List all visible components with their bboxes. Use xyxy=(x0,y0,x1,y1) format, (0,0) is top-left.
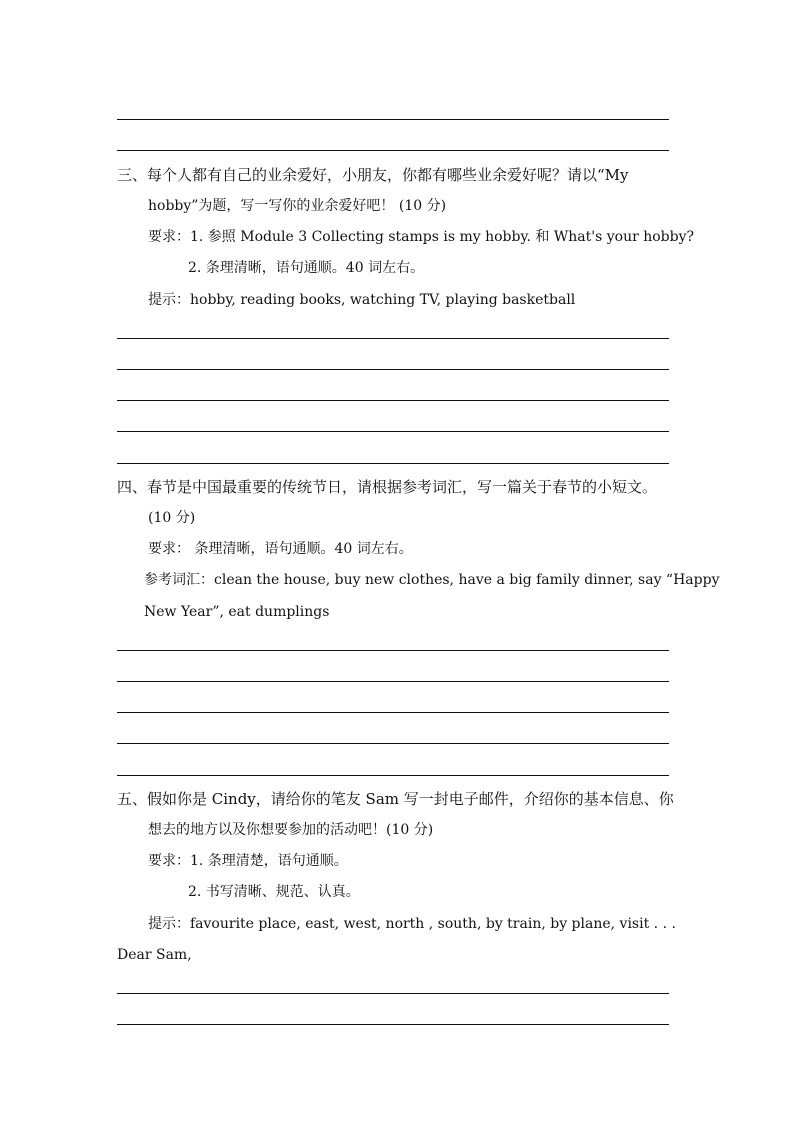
section5-hint: 提示：favourite place, east, west, north , south, by train, by plane, visit . . . xyxy=(148,916,676,932)
section4-vocab-line1: 参考词汇：clean the house, buy new clothes, have a big family dinner, say “Happy xyxy=(144,572,720,588)
section4-title-line1: 四、春节是中国最重要的传统节日，请根据参考词汇，写一篇关于春节的小短文。 xyxy=(117,478,658,496)
answer-line xyxy=(117,150,669,151)
section5-requirement-2: 2. 书写清晰、规范、认真。 xyxy=(188,884,360,900)
section4-title-line2: (10 分) xyxy=(148,510,196,526)
section3-requirement-2: 2. 条理清晰，语句通顺。40 词左右。 xyxy=(188,260,425,276)
section3-hint: 提示：hobby, reading books, watching TV, playing basketball xyxy=(148,292,576,308)
answer-line xyxy=(117,338,669,339)
section4-vocab-line2: New Year”, eat dumplings xyxy=(144,604,330,620)
answer-line xyxy=(117,650,669,651)
answer-line xyxy=(117,743,669,744)
answer-line xyxy=(117,712,669,713)
answer-line xyxy=(117,369,669,370)
section3-requirement-1: 要求：1. 参照 Module 3 Collecting stamps is my hobby. 和 What's your hobby? xyxy=(148,229,695,245)
answer-line xyxy=(117,431,669,432)
section5-requirement-1: 要求：1. 条理清楚，语句通顺。 xyxy=(148,853,348,869)
answer-line xyxy=(117,1024,669,1025)
section3-title-line1: 三、每个人都有自己的业余爱好，小朋友，你都有哪些业余爱好呢？请以“My xyxy=(117,166,629,184)
section5-title-line1: 五、假如你是 Cindy，请给你的笔友 Sam 写一封电子邮件，介绍你的基本信息、你 xyxy=(117,790,674,808)
answer-line xyxy=(117,119,669,120)
answer-line xyxy=(117,681,669,682)
section4-requirement: 要求： 条理清晰，语句通顺。40 词左右。 xyxy=(148,541,413,557)
answer-line xyxy=(117,993,669,994)
section3-title-line2: hobby”为题，写一写你的业余爱好吧！ (10 分) xyxy=(148,198,447,214)
answer-line xyxy=(117,400,669,401)
answer-line xyxy=(117,775,669,776)
section5-title-line2: 想去的地方以及你想要参加的活动吧！(10 分) xyxy=(148,822,434,838)
letter-salutation: Dear Sam, xyxy=(117,947,192,963)
answer-line xyxy=(117,463,669,464)
